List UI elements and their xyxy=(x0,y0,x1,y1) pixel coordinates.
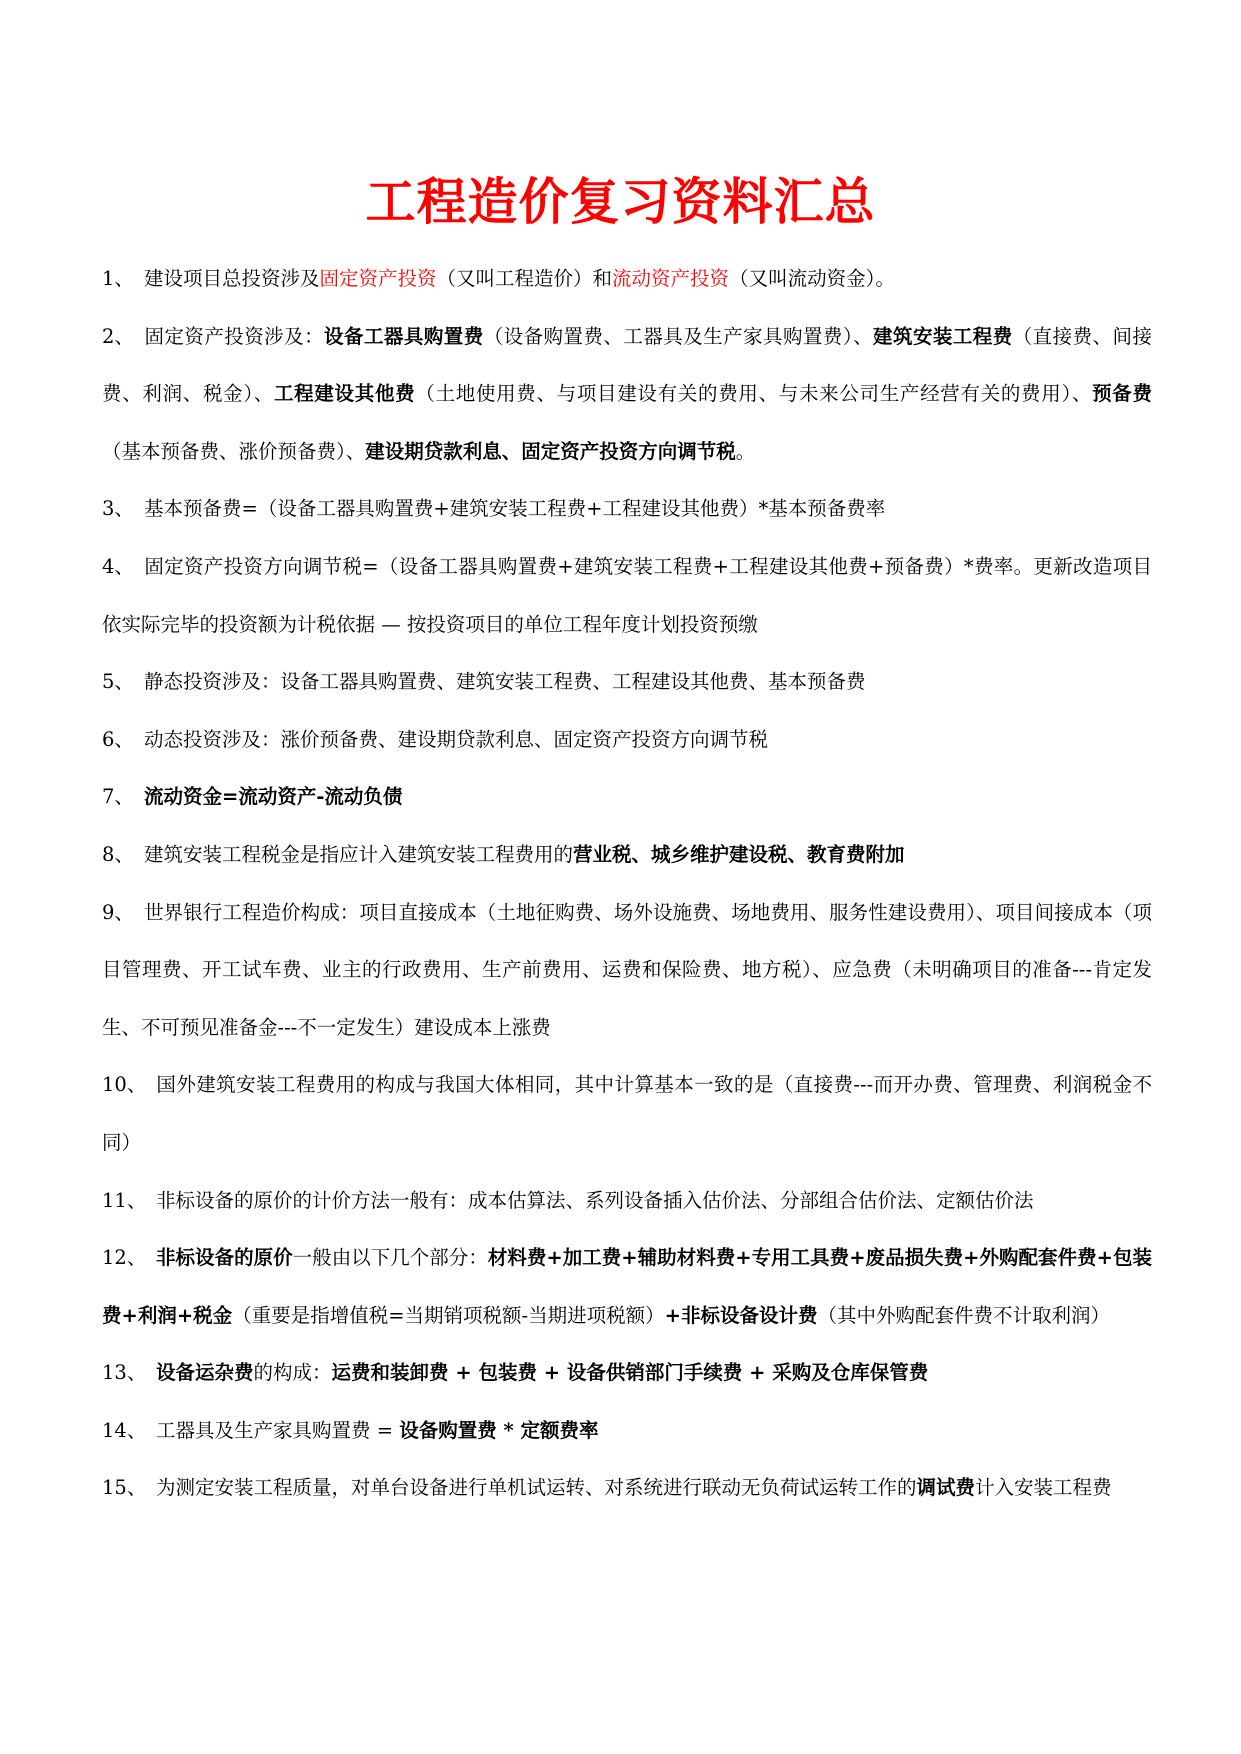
item-text: 计入安装工程费 xyxy=(975,1476,1112,1500)
list-item xyxy=(102,826,1152,884)
item-text: 工器具及生产家具购置费 = xyxy=(156,1418,400,1442)
list-item xyxy=(102,308,1152,481)
bold-text: 设备运杂费 xyxy=(156,1361,254,1385)
list-item xyxy=(102,250,1152,308)
list-item xyxy=(102,1229,1152,1344)
item-text: （其中外购配套件费不计取利润） xyxy=(817,1303,1110,1327)
highlight-text: 固定资产投资 xyxy=(319,267,437,290)
item-text: 静态投资涉及：设备工器具购置费、建筑安装工程费、工程建设其他费、基本预备费 xyxy=(144,670,866,694)
item-text: （土地使用费、与项目建设有关的费用、与未来公司生产经营有关的费用）、 xyxy=(415,382,1093,406)
list-item xyxy=(102,768,1152,826)
item-number: 4、 xyxy=(102,554,134,578)
item-number: 12、 xyxy=(102,1246,147,1270)
bold-text: 建设期贷款利息、固定资产投资方向调节税 xyxy=(365,439,736,463)
item-text: （又叫工程造价）和 xyxy=(436,267,613,290)
bold-text: 运费和装卸费 + 包装费 + 设备供销部门手续费 + 采购及仓库保管费 xyxy=(331,1361,929,1385)
bold-text: 工程建设其他费 xyxy=(273,382,416,406)
item-text: 的构成： xyxy=(253,1361,332,1385)
item-text: 为测定安装工程质量，对单台设备进行单机试运转、对系统进行联动无负荷试运转工作的 xyxy=(156,1476,917,1500)
item-text: （基本预备费、涨价预备费）、 xyxy=(102,439,366,463)
item-number: 13、 xyxy=(102,1361,147,1385)
list-item xyxy=(102,711,1152,769)
item-text: 建设项目总投资涉及 xyxy=(144,267,320,290)
list-item xyxy=(102,1344,1152,1402)
item-number: 9、 xyxy=(102,900,134,924)
item-text: （直接费、间接费、利润、税金）、 xyxy=(102,324,1152,406)
item-text: 非标设备的原价的计价方法一般有：成本估算法、系列设备插入估价法、分部组合估价法、定额估价法 xyxy=(156,1188,1034,1212)
list-item xyxy=(102,538,1152,653)
item-number: 8、 xyxy=(102,842,134,866)
bold-text: +非标设备设计费 xyxy=(664,1303,818,1327)
item-number: 11、 xyxy=(102,1188,147,1212)
list-item xyxy=(102,1056,1152,1171)
item-number: 2、 xyxy=(102,324,134,348)
bold-text: 营业税、城乡维护建设税、教育费附加 xyxy=(573,842,905,866)
document-body xyxy=(102,250,1152,1517)
item-number: 5、 xyxy=(102,670,134,694)
item-text: 基本预备费=（设备工器具购置费+建筑安装工程费+工程建设其他费）*基本预备费率 xyxy=(144,497,886,521)
bold-text: 流动资金=流动资产-流动负债 xyxy=(144,785,403,809)
item-number: 7、 xyxy=(102,785,134,809)
list-item xyxy=(102,884,1152,1057)
bold-text: 建筑安装工程费 xyxy=(873,324,1013,348)
bold-text: 设备工器具购置费 xyxy=(324,324,484,348)
item-text: 固定资产投资涉及： xyxy=(144,324,325,348)
item-text: （又叫流动资金）。 xyxy=(729,267,895,290)
page-title: 工程造价复习资料汇总 xyxy=(365,173,876,231)
item-text: （设备购置费、工器具及生产家具购置费）、 xyxy=(483,324,874,348)
bold-text: 材料费+加工费+辅助材料费+专用工具费+废品损失费+外购配套件费+包装费+利润+税金 xyxy=(102,1246,1152,1327)
list-item xyxy=(102,1172,1152,1230)
item-number: 1、 xyxy=(102,267,134,290)
item-text: （重要是指增值税=当期销项税额-当期进项税额） xyxy=(232,1303,665,1327)
bold-text: 预备费 xyxy=(1092,382,1152,406)
item-text: 国外建筑安装工程费用的构成与我国大体相同，其中计算基本一致的是（直接费---而开办费、管理费、利润税金不同） xyxy=(102,1073,1152,1154)
item-text: 世界银行工程造价构成：项目直接成本（土地征购费、场外设施费、场地费用、服务性建设费用）、项目间接成本（项目管理费、开工试车费、业主的行政费用、生产前费用、运费和保险费、地方税）、应急费（未明确项目的准备---肯定发生、不可预见准备金---不一定发生）建设成本上涨费 xyxy=(102,900,1152,1039)
bold-text: 非标设备的原价 xyxy=(156,1246,293,1270)
list-item xyxy=(102,1402,1152,1460)
item-number: 14、 xyxy=(102,1418,147,1442)
item-number: 10、 xyxy=(102,1073,147,1097)
item-text: 固定资产投资方向调节税=（设备工器具购置费+建筑安装工程费+工程建设其他费+预备费）*费率。更新改造项目依实际完毕的投资额为计税依据 — 按投资项目的单位工程年度计划投资预缴 xyxy=(102,554,1152,636)
highlight-text: 流动资产投资 xyxy=(612,267,730,290)
bold-text: 设备购置费 * 定额费率 xyxy=(399,1418,599,1442)
item-text: 。 xyxy=(735,439,756,463)
item-text: 建筑安装工程税金是指应计入建筑安装工程费用的 xyxy=(144,842,574,866)
item-number: 15、 xyxy=(102,1476,147,1500)
list-item xyxy=(102,653,1152,711)
item-text: 动态投资涉及：涨价预备费、建设期贷款利息、固定资产投资方向调节税 xyxy=(144,727,769,751)
bold-text: 调试费 xyxy=(916,1476,976,1500)
item-number: 3、 xyxy=(102,497,134,521)
list-item xyxy=(102,1459,1152,1517)
item-number: 6、 xyxy=(102,727,134,751)
item-text: 一般由以下几个部分： xyxy=(292,1246,488,1270)
list-item xyxy=(102,480,1152,538)
